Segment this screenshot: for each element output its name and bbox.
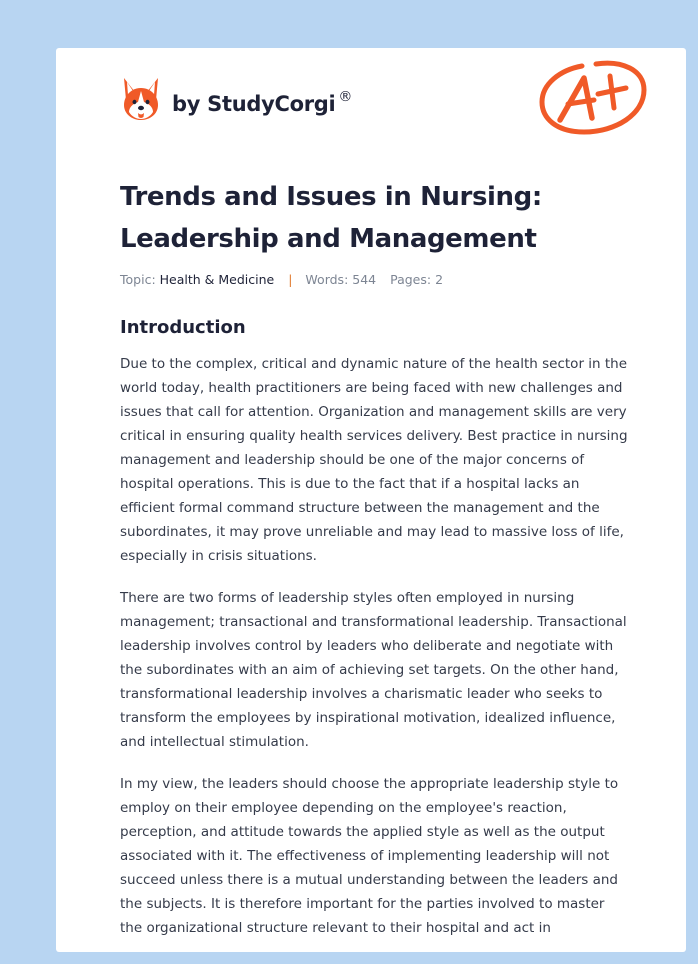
paragraph: In my view, the leaders should choose the appropriate leadership style to employ on their employee depending on the employee's reaction, perception, and attitude towards the applied style as well as the output associated with it. The effectiveness of implementing leadership will not succeed unless there is a mutual understanding between the leaders and the subjects. It is therefore important for the parties involved to master the organizational structure relevant to their hospital and act in	[120, 776, 619, 936]
pages-count: 2	[435, 272, 444, 287]
topic-label: Topic:	[120, 272, 156, 287]
article-title: Trends and Issues in Nursing: Leadership and Management	[120, 182, 542, 254]
pages-label: Pages:	[390, 272, 432, 287]
paragraph: There are two forms of leadership styles often employed in nursing management; transactional and transformational leadership. Transactional leadership involves control by leaders who deliberate and negotiate with the subordinates with an aim of achieving set targets. On the other hand, transformational leadership involves a charismatic leader who seeks to transform the employees by inspirational motivation, idealized influence, and intellectual stimulation.	[120, 590, 627, 750]
topic-link[interactable]: Health & Medicine	[159, 272, 275, 287]
article-meta	[120, 270, 630, 290]
brand-name	[172, 89, 352, 116]
document-page	[56, 48, 686, 952]
studycorgi-logo[interactable]	[120, 76, 352, 122]
section-heading-introduction: Introduction	[120, 317, 246, 338]
corgi-head-icon	[120, 76, 162, 122]
page-header	[56, 48, 686, 168]
meta-separator: |	[288, 272, 293, 287]
registered-mark: ®	[338, 88, 353, 105]
grade-a-plus-circle-icon	[538, 58, 650, 138]
words-count: 544	[352, 272, 377, 287]
paragraph: Due to the complex, critical and dynamic nature of the health sector in the world today, health practitioners are being faced with new challenges and issues that call for attention. Organization and management skills are very critical in ensuring quality health services delivery. Best practice in nursing management and leadership should be one of the major concerns of hospital operations. This is due to the fact that if a hospital lacks an efficient formal command structure between the management and the subordinates, it may prove unreliable and may lead to massive loss of life, especially in crisis situations.	[120, 356, 628, 564]
article	[120, 176, 630, 940]
words-label: Words:	[305, 272, 349, 287]
brand-name-text: by StudyCorgi	[172, 91, 336, 116]
